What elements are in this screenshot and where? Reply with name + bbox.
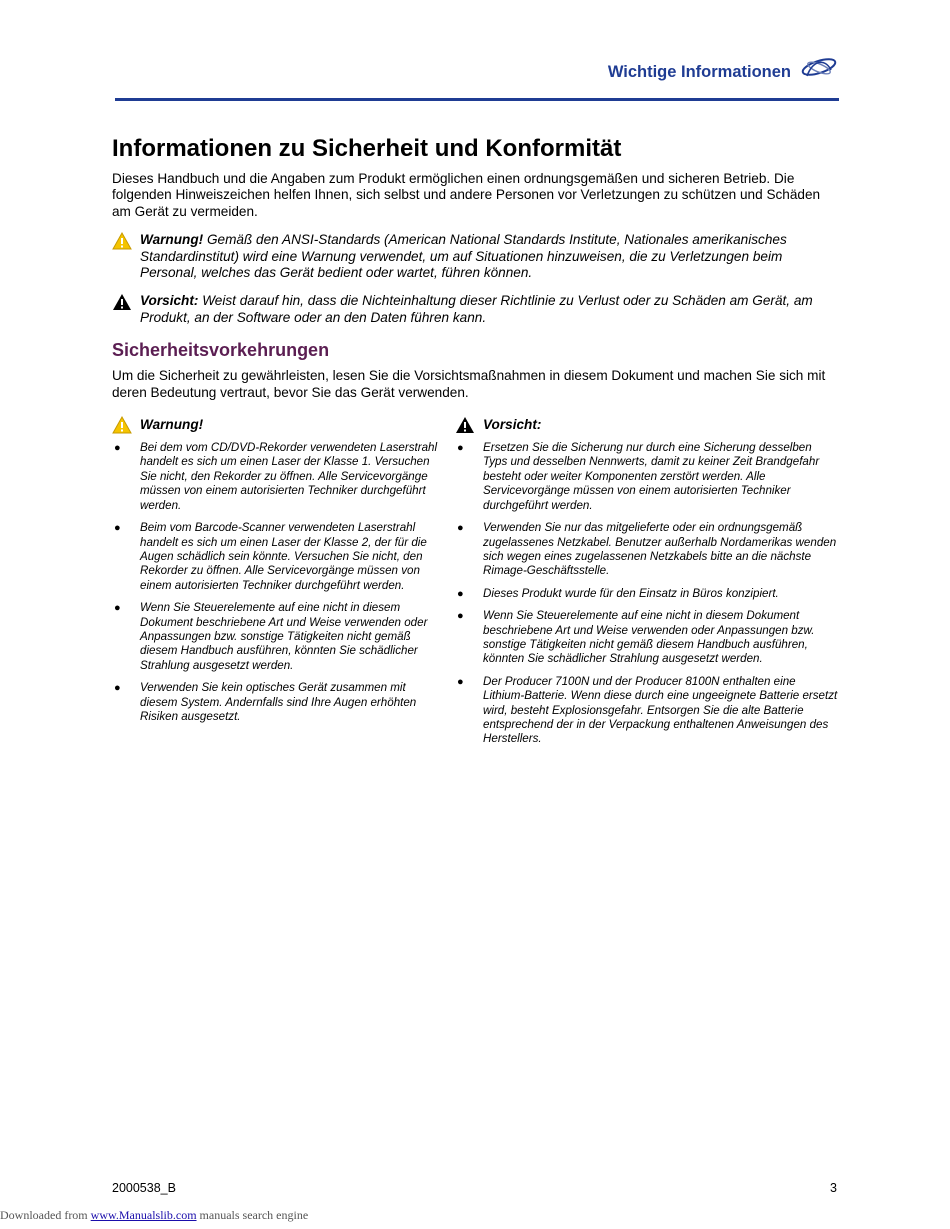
- warnings-column: [112, 415, 442, 732]
- cautions-list: [455, 441, 839, 747]
- download-prefix: Downloaded from: [0, 1208, 91, 1222]
- list-item: [112, 681, 442, 724]
- page-title: Informationen zu Sicherheit und Konformität: [112, 135, 622, 162]
- bullet-icon: ●: [457, 522, 464, 535]
- warnings-heading: [112, 415, 442, 435]
- list-item: [112, 441, 442, 513]
- section-intro: Um die Sicherheit zu gewährleisten, lesen Sie die Vorsichtsmaßnahmen in diesem Dokument und machen Sie sich mit deren Bedeutung vertraut, bevor Sie das Gerät verwenden.: [112, 368, 826, 400]
- warnings-heading-label: Warnung!: [140, 417, 204, 433]
- footer-page-number: 3: [830, 1181, 837, 1195]
- list-item: [455, 609, 839, 667]
- download-suffix: manuals search engine: [196, 1208, 309, 1222]
- list-item: [455, 441, 839, 513]
- intro-paragraph: Dieses Handbuch und die Angaben zum Produkt ermöglichen einen ordnungsgemäßen und sicheren Betrieb. Die folgenden Hinweiszeichen helfen Ihnen, sich selbst und andere Personen vor Verletzungen zu schützen und Schäden am Gerät zu vermeiden.: [112, 171, 821, 219]
- warning-triangle-icon: [112, 416, 132, 434]
- section-title: Sicherheitsvorkehrungen: [112, 340, 330, 361]
- list-item: [112, 601, 442, 673]
- caution-triangle-icon: [455, 416, 475, 434]
- list-item-text: Ersetzen Sie die Sicherung nur durch eine Sicherung desselben Typs und desselben Nennwerts, damit zu keiner Zeit Brandgefahr besteht oder weiter Komponenten zerstört werden. Alle Servicevorgänge müssen von einem autorisierten Techniker durchgeführt werden.: [483, 441, 820, 512]
- list-item-text: Dieses Produkt wurde für den Einsatz in Büros konzipiert.: [483, 586, 779, 600]
- warnings-list: [112, 441, 442, 724]
- caution-label: Vorsicht:: [140, 293, 199, 309]
- list-item: [455, 675, 839, 747]
- cautions-column: [455, 415, 839, 755]
- list-item-text: Der Producer 7100N und der Producer 8100N enthalten eine Lithium-Batterie. Wenn diese durch eine ungeeignete Batterie ersetzt wird, besteht Explosionsgefahr. Entsorgen Sie die alte Batterie entsprechend der in der Verpackung enthaltenen Anweisungen des Herstellers.: [483, 674, 838, 746]
- warning-triangle-icon: [112, 232, 132, 250]
- caution-triangle-icon: [112, 293, 132, 311]
- bullet-icon: ●: [457, 587, 464, 600]
- list-item-text: Wenn Sie Steuerelemente auf eine nicht in diesem Dokument beschriebene Art und Weise verwenden oder Anpassungen bzw. sonstige Tätigkeiten nicht gemäß diesem Handbuch ausführen, könnten Sie schädlicher Strahlung ausgesetzt werden.: [140, 601, 428, 672]
- bullet-icon: ●: [114, 522, 121, 535]
- main-content: [112, 133, 839, 775]
- list-item-text: Verwenden Sie kein optisches Gerät zusammen mit diesem System. Andernfalls sind Ihre Augen erhöhten Risiken ausgesetzt.: [140, 681, 417, 723]
- page-header: [115, 52, 839, 102]
- list-item: [112, 521, 442, 593]
- warning-text: Gemäß den ANSI-Standards (American National Standards Institute, Nationales amerikanisches Standardinstitut) wird eine Warnung verwendet, um auf Situationen hinzuweisen, die zu Verletzungen beim Personal, welches das Gerät bedient oder wartet, führen können.: [140, 232, 787, 281]
- header-rule: [115, 98, 839, 101]
- header-title: Wichtige Informationen: [607, 63, 791, 81]
- cautions-heading: [455, 415, 839, 435]
- caution-text: Weist darauf hin, dass die Nichteinhaltung dieser Richtlinie zu Verlust oder zu Schäden am Gerät, am Produkt, an der Software oder an den Daten führen kann.: [140, 293, 813, 325]
- list-item: [455, 521, 839, 579]
- list-item-text: Verwenden Sie nur das mitgelieferte oder ein ordnungsgemäß zugelassenes Netzkabel. Benutzer außerhalb Nordamerikas wenden sich wegen eines zugelassenen Netzkabels bitte an die nächste Rimage-Geschäftsstelle.: [483, 521, 837, 578]
- bullet-icon: ●: [114, 682, 121, 695]
- list-item-text: Wenn Sie Steuerelemente auf eine nicht in diesem Dokument beschriebene Art und Weise verwenden oder Anpassungen bzw. sonstige Tätigkeiten nicht gemäß diesem Handbuch ausführen, könnten Sie schädlicher Strahlung ausgesetzt werden.: [483, 609, 815, 666]
- caution-notice: [112, 293, 839, 326]
- precautions-columns: [112, 415, 839, 775]
- rimage-logo-icon: [799, 54, 839, 82]
- download-notice: [0, 1208, 308, 1223]
- footer-doc-code: 2000538_B: [112, 1181, 176, 1195]
- cautions-heading-label: Vorsicht:: [483, 417, 542, 433]
- list-item-text: Bei dem vom CD/DVD-Rekorder verwendeten Laserstrahl handelt es sich um einen Laser der Klasse 1. Versuchen Sie nicht, den Rekorder zu öffnen. Alle Servicevorgänge müssen von einem autorisierten Techniker durchgeführt werden.: [140, 441, 438, 512]
- warning-notice: [112, 232, 839, 281]
- warning-label: Warnung!: [140, 232, 204, 248]
- bullet-icon: ●: [457, 675, 464, 688]
- bullet-icon: ●: [114, 602, 121, 615]
- bullet-icon: ●: [457, 442, 464, 455]
- bullet-icon: ●: [457, 610, 464, 623]
- manualslib-link[interactable]: www.Manualslib.com: [90, 1208, 197, 1222]
- list-item: [455, 587, 839, 601]
- list-item-text: Beim vom Barcode-Scanner verwendeten Laserstrahl handelt es sich um einen Laser der Klasse 2, der für die Augen schädlich sein könnte. Versuchen Sie nicht, den Rekorder zu öffnen. Alle Servicevorgänge müssen von einem autorisierten Techniker durchgeführt werden.: [140, 521, 427, 592]
- bullet-icon: ●: [114, 442, 121, 455]
